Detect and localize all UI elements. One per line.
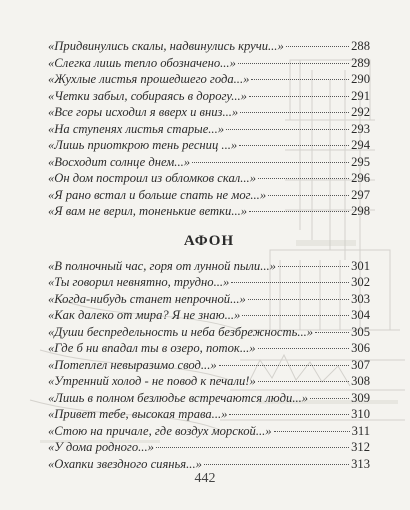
toc-entry-page: 309 <box>351 390 370 405</box>
toc-entry-page: 294 <box>351 138 370 152</box>
toc-entry <box>48 373 370 390</box>
toc-dot-leader <box>240 112 349 113</box>
toc-entry <box>48 38 370 55</box>
toc-entry-title: «В полночный час, горя от лунной пыли...» <box>48 258 276 273</box>
toc-entry <box>48 439 370 456</box>
toc-dot-leader <box>258 348 350 349</box>
toc-entry <box>48 187 370 204</box>
toc-entry-page: 308 <box>351 374 370 388</box>
toc-entry-title: «Лишь приоткрою тень ресниц ...» <box>48 138 238 152</box>
toc-entry <box>48 274 370 291</box>
toc-entry-page: 301 <box>351 258 370 273</box>
toc-entry-title: «Охапки звездного сиянья...» <box>48 456 202 471</box>
toc-entry-page: 303 <box>351 291 370 306</box>
toc-entry-page: 293 <box>351 121 370 136</box>
toc-entry <box>48 104 370 121</box>
toc-entry-title: «Я рано встал и больше спать не мог...» <box>48 187 267 202</box>
toc-entry-page: 312 <box>351 440 370 454</box>
toc-entry <box>48 154 370 171</box>
toc-dot-leader <box>249 211 349 212</box>
toc-entry-title: «Жухлые листья прошедшего года...» <box>48 72 250 86</box>
toc-entry-page: 295 <box>351 154 370 169</box>
toc-entry-page: 311 <box>351 423 370 438</box>
toc-dot-leader <box>248 299 349 300</box>
toc-dot-leader <box>229 414 349 415</box>
toc-entry <box>48 456 370 473</box>
toc-entry-title: «Где б ни впадал ты в озеро, поток...» <box>48 341 256 355</box>
toc-entry-title: «На ступенях листья старые...» <box>48 121 225 136</box>
toc-entry-page: 298 <box>351 204 370 218</box>
toc-entry <box>48 137 370 154</box>
toc-group-top <box>48 38 370 220</box>
toc-entry <box>48 71 370 88</box>
page-number: 442 <box>194 471 216 486</box>
toc-dot-leader <box>238 63 349 64</box>
toc-dot-leader <box>251 79 349 80</box>
toc-entry <box>48 340 370 357</box>
toc-entry-title: «Слегка лишь тепло обозначено...» <box>48 55 236 70</box>
toc-dot-leader <box>226 129 349 130</box>
toc-entry <box>48 170 370 187</box>
toc-entry-page: 291 <box>351 88 370 103</box>
toc-entry-title: «Придвинулись скалы, надвинулись кручи...» <box>48 39 284 53</box>
toc-entry-page: 289 <box>351 55 370 70</box>
toc-entry-page: 290 <box>351 72 370 86</box>
toc-entry-title: «Ты говорил невнятно, трудно...» <box>48 275 230 289</box>
toc-entry <box>48 406 370 423</box>
toc-group-bottom <box>48 258 370 473</box>
toc-entry-page: 296 <box>351 171 370 185</box>
toc-entry-title: «Души беспредельность и неба безбрежность...» <box>48 324 314 339</box>
section-heading: АФОН <box>183 232 235 249</box>
toc-entry-title: «Как далеко от мира? Я не знаю...» <box>48 308 241 322</box>
toc-entry-page: 310 <box>351 407 370 421</box>
toc-dot-leader <box>268 195 349 196</box>
toc-entry <box>48 324 370 341</box>
toc-entry-page: 292 <box>351 105 370 119</box>
toc-entry-page: 297 <box>351 187 370 202</box>
toc-dot-leader <box>192 162 349 163</box>
toc-entry-title: «Я вам не верил, тоненькие ветки...» <box>48 204 248 218</box>
toc-entry <box>48 121 370 138</box>
toc-dot-leader <box>242 315 349 316</box>
toc-dot-leader <box>156 447 349 448</box>
toc-entry <box>48 390 370 407</box>
toc-entry <box>48 423 370 440</box>
toc-entry-title: «Лишь в полном безлюдье встречаются люди...» <box>48 390 309 405</box>
toc-entry-page: 307 <box>351 357 370 372</box>
toc-entry-title: «Привет тебе, высокая трава...» <box>48 407 228 421</box>
toc-entry-title: «Все горы исходил я вверх и вниз...» <box>48 105 239 119</box>
toc-entry-page: 306 <box>351 341 370 355</box>
toc-entry <box>48 357 370 374</box>
toc-dot-leader <box>249 96 349 97</box>
toc-entry-title: «Четки забыл, собираясь в дорогу...» <box>48 88 247 103</box>
toc-entry <box>48 307 370 324</box>
toc-entry <box>48 88 370 105</box>
toc-dot-leader <box>219 365 349 366</box>
toc-dot-leader <box>258 178 349 179</box>
toc-dot-leader <box>315 332 349 333</box>
toc-entry <box>48 55 370 72</box>
toc-entry-page: 305 <box>351 324 370 339</box>
toc-dot-leader <box>239 145 349 146</box>
table-of-contents <box>48 38 370 472</box>
toc-entry-title: «У дома родного...» <box>48 440 154 454</box>
toc-entry <box>48 258 370 275</box>
toc-dot-leader <box>310 398 349 399</box>
toc-dot-leader <box>258 381 349 382</box>
toc-entry-title: «Он дом построил из обломков скал...» <box>48 171 256 185</box>
toc-dot-leader <box>231 282 349 283</box>
toc-entry-page: 302 <box>351 275 370 289</box>
toc-entry-title: «Утренний холод - не повод к печали!» <box>48 374 256 388</box>
toc-entry-page: 288 <box>351 39 370 53</box>
toc-dot-leader <box>204 464 349 465</box>
toc-entry-page: 304 <box>351 308 370 322</box>
toc-entry <box>48 203 370 220</box>
toc-dot-leader <box>278 266 349 267</box>
toc-entry <box>48 291 370 308</box>
toc-dot-leader <box>274 431 350 432</box>
toc-entry-title: «Стою на причале, где воздух морской...» <box>48 423 272 438</box>
toc-entry-page: 313 <box>351 456 370 471</box>
toc-entry-title: «Потеплел невыразимо свод...» <box>48 357 217 372</box>
toc-entry-title: «Когда-нибудь станет непрочной...» <box>48 291 246 306</box>
toc-entry-title: «Восходит солнце днем...» <box>48 154 191 169</box>
toc-dot-leader <box>286 46 349 47</box>
